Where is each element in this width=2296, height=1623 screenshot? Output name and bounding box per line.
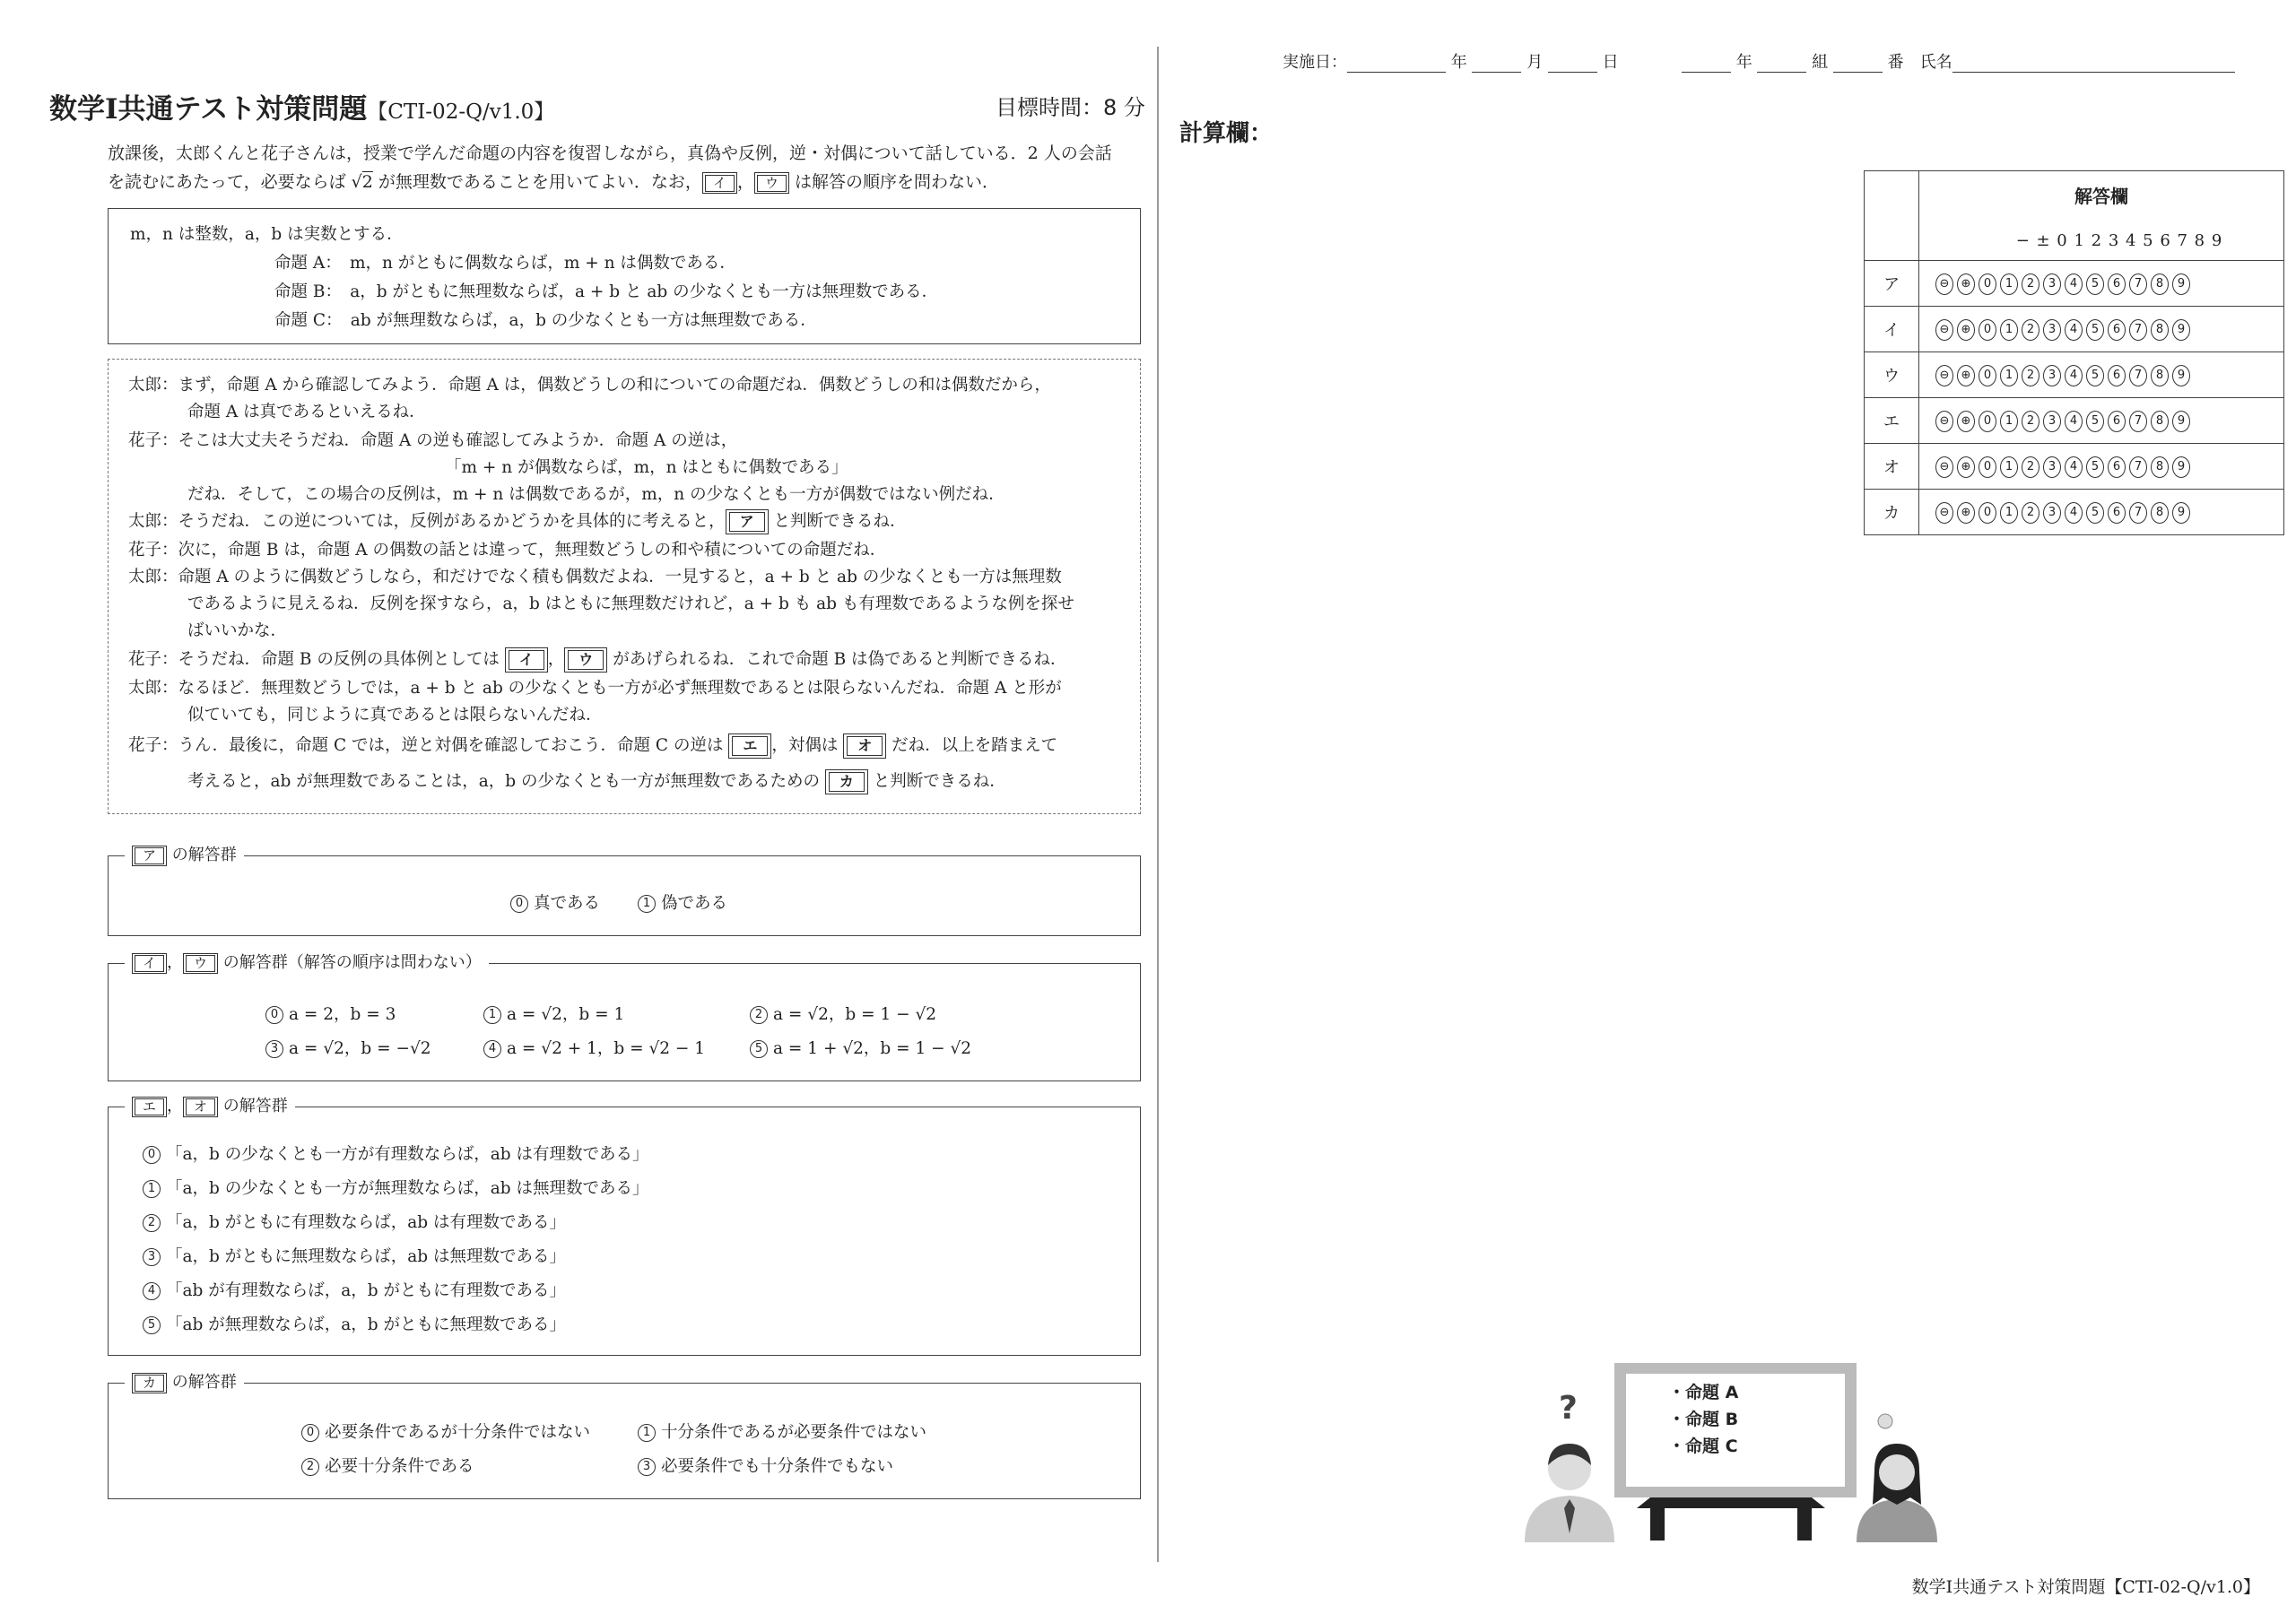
answer-bubble[interactable]: 1 bbox=[2000, 273, 2018, 295]
option[interactable]: 1 「a，b の少なくとも一方が無理数ならば，ab は無理数である」 bbox=[143, 1176, 649, 1199]
answer-bubble[interactable]: 4 bbox=[2065, 273, 2083, 295]
answer-bubble[interactable]: 0 bbox=[1979, 365, 1996, 386]
answer-bubble[interactable]: 2 bbox=[2022, 273, 2039, 295]
proposition-c: 命題 C： ab が無理数ならば，a，b の少なくとも一方は無理数である． bbox=[274, 311, 817, 330]
option[interactable]: 2 必要十分条件である bbox=[301, 1454, 474, 1477]
answer-bubble[interactable]: 6 bbox=[2108, 273, 2126, 295]
option[interactable]: 0 a = 2，b = 3 bbox=[265, 1002, 396, 1025]
option[interactable]: 1 偽である bbox=[638, 890, 727, 914]
answer-bubble[interactable]: ⊖ bbox=[1935, 319, 1953, 341]
answer-bubble[interactable]: 4 bbox=[2065, 411, 2083, 432]
answer-row-a[interactable] bbox=[1919, 261, 2284, 307]
answer-row-i[interactable] bbox=[1919, 307, 2284, 352]
intro-text: 放課後，太郎くんと花子さんは，授業で学んだ命題の内容を復習しながら，真偽や反例，逆・対偶について話している．2 人の会話 を読むにあたって，必要ならば √2 が無理数であることを用いてよい．なお， イ ， ウ は解答の順序を問わない． bbox=[108, 143, 1112, 192]
box-e: エ bbox=[728, 733, 771, 759]
answer-sheet-title: 解答欄 bbox=[2074, 185, 2128, 207]
student-girl bbox=[1857, 1414, 1937, 1542]
board-items: ・命題 A ・命題 B ・命題 C bbox=[1668, 1383, 1739, 1456]
page-divider bbox=[1157, 47, 1159, 1562]
answer-bubble[interactable]: 2 bbox=[2022, 502, 2039, 524]
answer-bubble[interactable]: 0 bbox=[1979, 502, 1996, 524]
answer-bubble[interactable]: 6 bbox=[2108, 456, 2126, 478]
answer-bubble[interactable]: 5 bbox=[2086, 456, 2104, 478]
answer-group-ka: カ の解答群 0 必要条件であるが十分条件ではない 1 十分条件であるが必要条件ではない 2 必要十分条件である 3 必要条件でも十分条件でもない bbox=[108, 1383, 1141, 1499]
option[interactable]: 3 「a，b がともに無理数ならば，ab は無理数である」 bbox=[143, 1244, 566, 1267]
problem-code: 【CTI-02-Q/v1.0】 bbox=[367, 100, 555, 124]
answer-row-e[interactable] bbox=[1919, 398, 2284, 444]
answer-bubble[interactable]: 3 bbox=[2043, 273, 2061, 295]
answer-row-o[interactable] bbox=[1919, 444, 2284, 490]
answer-bubble[interactable]: 9 bbox=[2172, 365, 2190, 386]
option[interactable]: 2 a = √2，b = 1 − √2 bbox=[750, 1002, 936, 1025]
answer-bubble[interactable]: 7 bbox=[2129, 273, 2147, 295]
student-field[interactable]: 年 組 番 氏名 bbox=[1682, 49, 2235, 73]
answer-bubble[interactable]: 5 bbox=[2086, 502, 2104, 524]
option[interactable]: 1 a = √2，b = 1 bbox=[483, 1002, 624, 1025]
answer-bubble[interactable]: 1 bbox=[2000, 365, 2018, 386]
answer-bubble[interactable]: 9 bbox=[2172, 411, 2190, 432]
answer-bubble[interactable]: 5 bbox=[2086, 273, 2104, 295]
answer-bubble[interactable]: 1 bbox=[2000, 319, 2018, 341]
box-a: ア bbox=[726, 509, 769, 534]
answer-bubble[interactable]: 2 bbox=[2022, 319, 2039, 341]
box-i: イ bbox=[505, 647, 548, 673]
answer-bubble[interactable]: 2 bbox=[2022, 365, 2039, 386]
proposition-b: 命題 B： a，b がともに無理数ならば，a + b と ab の少なくとも一方は無理数である． bbox=[274, 282, 939, 301]
answer-bubble[interactable]: 7 bbox=[2129, 411, 2147, 432]
answer-bubble[interactable]: 6 bbox=[2108, 319, 2126, 341]
answer-bubble[interactable]: 5 bbox=[2086, 365, 2104, 386]
answer-bubble[interactable]: ⊖ bbox=[1935, 411, 1953, 432]
illustration bbox=[1516, 1354, 1946, 1542]
answer-bubble[interactable]: ⊕ bbox=[1957, 502, 1975, 524]
answer-bubble[interactable]: 8 bbox=[2151, 273, 2169, 295]
calc-area-label: 計算欄： bbox=[1179, 120, 1274, 147]
answer-bubble[interactable]: 2 bbox=[2022, 456, 2039, 478]
answer-bubble[interactable]: ⊖ bbox=[1935, 502, 1953, 524]
option[interactable]: 3 必要条件でも十分条件でもない bbox=[638, 1454, 893, 1477]
answer-row-u[interactable] bbox=[1919, 352, 2284, 398]
answer-bubble[interactable]: 6 bbox=[2108, 502, 2126, 524]
premise-box: m，n は整数，a，b は実数とする． 命題 A： m，n がともに偶数ならば，m + n は偶数である． 命題 B： a，b がともに無理数ならば，a + b と ab の少なくとも一方は無理数である． 命題 C： ab が無理数ならば，a，b の少なくとも一方は無理数である． bbox=[108, 208, 1141, 344]
answer-bubble[interactable]: 2 bbox=[2022, 411, 2039, 432]
answer-bubble[interactable]: 8 bbox=[2151, 456, 2169, 478]
answer-bubble[interactable]: 9 bbox=[2172, 456, 2190, 478]
answer-bubble[interactable]: 3 bbox=[2043, 365, 2061, 386]
option[interactable]: 4 「ab が有理数ならば，a，b がともに有理数である」 bbox=[143, 1278, 566, 1301]
answer-bubble[interactable]: 7 bbox=[2129, 502, 2147, 524]
answer-bubble[interactable]: 0 bbox=[1979, 273, 1996, 295]
answer-bubble[interactable]: 0 bbox=[1979, 411, 1996, 432]
page-title: 数学Ⅰ共通テスト対策問題【CTI-02-Q/v1.0】 bbox=[49, 93, 555, 126]
answer-bubble[interactable]: 9 bbox=[2172, 273, 2190, 295]
answer-sheet-columns: − ± 0 1 2 3 4 5 6 7 8 9 bbox=[2015, 230, 2223, 250]
answer-bubble[interactable]: 8 bbox=[2151, 365, 2169, 386]
answer-bubble[interactable]: 3 bbox=[2043, 456, 2061, 478]
answer-bubble[interactable]: 3 bbox=[2043, 411, 2061, 432]
option[interactable]: 5 「ab が無理数ならば，a，b がともに無理数である」 bbox=[143, 1312, 566, 1335]
answer-bubble[interactable]: 8 bbox=[2151, 319, 2169, 341]
answer-bubble[interactable]: 4 bbox=[2065, 456, 2083, 478]
box-ka: カ bbox=[825, 769, 868, 794]
answer-bubble[interactable]: 7 bbox=[2129, 456, 2147, 478]
answer-bubble[interactable]: ⊕ bbox=[1957, 319, 1975, 341]
answer-bubble[interactable]: 1 bbox=[2000, 502, 2018, 524]
answer-bubble[interactable]: 6 bbox=[2108, 411, 2126, 432]
answer-bubble[interactable]: 7 bbox=[2129, 319, 2147, 341]
answer-bubble[interactable]: 9 bbox=[2172, 319, 2190, 341]
option[interactable]: 1 十分条件であるが必要条件ではない bbox=[638, 1419, 926, 1443]
answer-bubble[interactable]: ⊕ bbox=[1957, 273, 1975, 295]
answer-bubble[interactable]: 4 bbox=[2065, 502, 2083, 524]
option[interactable]: 0 「a，b の少なくとも一方が有理数ならば，ab は有理数である」 bbox=[143, 1141, 649, 1165]
answer-group-iu: イ ， ウ の解答群（解答の順序は問わない） 0 a = 2，b = 3 1 a = √2，b = 1 2 a = √2，b = 1 − √2 3 a = √2，b = −√2 4 a = √2 + 1，b = √2 − 1 5 a = 1 + √2，b = 1 − √2 bbox=[108, 963, 1141, 1081]
answer-sheet: 解答欄 − ± 0 1 2 3 4 5 6 7 8 9 ア ⊖ ⊕ 0 1 2 3 4 5 6 7 8 9 イ ⊖ ⊕ 0 1 2 3 4 5 6 7 8 9 ウ ⊖ ⊕ 0 1 2 3 4 5 6 7 8 9 エ ⊖ ⊕ 0 1 2 3 4 5 6 7 8 9 オ ⊖ ⊕ 0 1 2 3 4 5 6 7 8 9 カ ⊖ ⊕ 0 1 2 3 4 5 6 7 8 9 bbox=[1864, 170, 2284, 535]
answer-bubble[interactable]: 5 bbox=[2086, 319, 2104, 341]
target-time: 目標時間：8 分 bbox=[996, 95, 1145, 120]
box-u: ウ bbox=[564, 647, 607, 673]
option[interactable]: 0 必要条件であるが十分条件ではない bbox=[301, 1419, 590, 1443]
answer-bubble[interactable]: 9 bbox=[2172, 502, 2190, 524]
answer-bubble[interactable]: ⊕ bbox=[1957, 365, 1975, 386]
answer-bubble[interactable]: 8 bbox=[2151, 411, 2169, 432]
option[interactable]: 5 a = 1 + √2，b = 1 − √2 bbox=[750, 1036, 971, 1059]
answer-group-a: ア の解答群 0 真である 1 偽である bbox=[108, 855, 1141, 936]
answer-bubble[interactable]: ⊕ bbox=[1957, 456, 1975, 478]
answer-bubble[interactable]: 6 bbox=[2108, 365, 2126, 386]
answer-bubble[interactable]: 5 bbox=[2086, 411, 2104, 432]
option[interactable]: 2 「a，b がともに有理数ならば，ab は有理数である」 bbox=[143, 1210, 566, 1233]
proposition-a: 命題 A： m，n がともに偶数ならば，m + n は偶数である． bbox=[274, 254, 736, 273]
answer-bubble[interactable]: ⊕ bbox=[1957, 411, 1975, 432]
option[interactable]: 3 a = √2，b = −√2 bbox=[265, 1036, 431, 1059]
footer: 数学Ⅰ共通テスト対策問題【CTI-02-Q/v1.0】 bbox=[1911, 1577, 2260, 1597]
option[interactable]: 0 真である bbox=[510, 890, 600, 914]
answer-bubble[interactable]: ⊖ bbox=[1935, 456, 1953, 478]
option[interactable]: 4 a = √2 + 1，b = √2 − 1 bbox=[483, 1036, 705, 1059]
answer-bubble[interactable]: 4 bbox=[2065, 319, 2083, 341]
answer-row-ka[interactable] bbox=[1919, 490, 2284, 535]
answer-bubble[interactable]: 0 bbox=[1979, 456, 1996, 478]
box-o: オ bbox=[843, 733, 886, 759]
dialogue-box: 太郎：まず，命題 A から確認してみよう．命題 A は，偶数どうしの和についての命題だね．偶数どうしの和は偶数だから， 命題 A は真であるといえるね． 花子：そこは大丈夫そうだね．命題 A の逆も確認してみようか．命題 A の逆は， 「m + n が偶数ならば，m，n はともに偶数である」 だね．そして，この場合の反例は，m + n は偶数であるが，m，n の少なくとも一方が偶数ではない例だね． 太郎：そうだね．この逆については，反例があるかどうかを具体的に考えると， ア と判断できるね． 花子：次に，命題 B は，命題 A の偶数の話とは違って，無理数どうしの和や積についての命題だね． 太郎：命題 A のように偶数どうしなら，和だけでなく積も偶数だよね．一見すると，a + b と ab の少なくとも一方は無理数 であるように見えるね．反例を探すなら，a，b はともに無理数だけれど，a + b も ab も有理数であるような例を探せ ばいいかな． 花子：そうだね．命題 B の反例の具体例としては イ ， ウ があげられるね．これで命題 B は偽であると判断できるね． 太郎：なるほど．無理数どうしでは，a + b と ab の少なくとも一方が必ず無理数であるとは限らないんだね．命題 A と形が 似ていても，同じように真であるとは限らないんだね． 花子：うん．最後に，命題 C では，逆と対偶を確認しておこう．命題 C の逆は エ ，対偶は オ だね．以上を踏まえて 考えると，ab が無理数であることは，a，b の少なくとも一方が無理数であるための カ と判断できるね． bbox=[108, 359, 1141, 814]
answer-bubble[interactable]: 3 bbox=[2043, 319, 2061, 341]
answer-bubble[interactable]: 0 bbox=[1979, 319, 1996, 341]
date-field[interactable]: 実施日： 年 月 日 bbox=[1283, 53, 1619, 72]
answer-bubble[interactable]: ⊖ bbox=[1935, 365, 1953, 386]
answer-bubble[interactable]: 7 bbox=[2129, 365, 2147, 386]
answer-bubble[interactable]: 1 bbox=[2000, 456, 2018, 478]
answer-group-eo: エ ， オ の解答群 0 「a，b の少なくとも一方が有理数ならば，ab は有理数である」 1 「a，b の少なくとも一方が無理数ならば，ab は無理数である」 2 「a，b がともに有理数ならば，ab は有理数である」 3 「a，b がともに無理数ならば，ab は無理数である」 4 「ab が有理数ならば，a，b がともに有理数である」 5 「ab が無理数ならば，a，b がともに無理数である」 bbox=[108, 1107, 1141, 1356]
student-boy bbox=[1525, 1444, 1614, 1542]
box-i: イ bbox=[702, 172, 737, 194]
answer-bubble[interactable]: 8 bbox=[2151, 502, 2169, 524]
question-mark-icon: ? bbox=[1559, 1390, 1578, 1427]
answer-bubble[interactable]: 3 bbox=[2043, 502, 2061, 524]
answer-bubble[interactable]: 4 bbox=[2065, 365, 2083, 386]
answer-bubble[interactable]: ⊖ bbox=[1935, 273, 1953, 295]
box-u: ウ bbox=[754, 172, 789, 194]
answer-bubble[interactable]: 1 bbox=[2000, 411, 2018, 432]
